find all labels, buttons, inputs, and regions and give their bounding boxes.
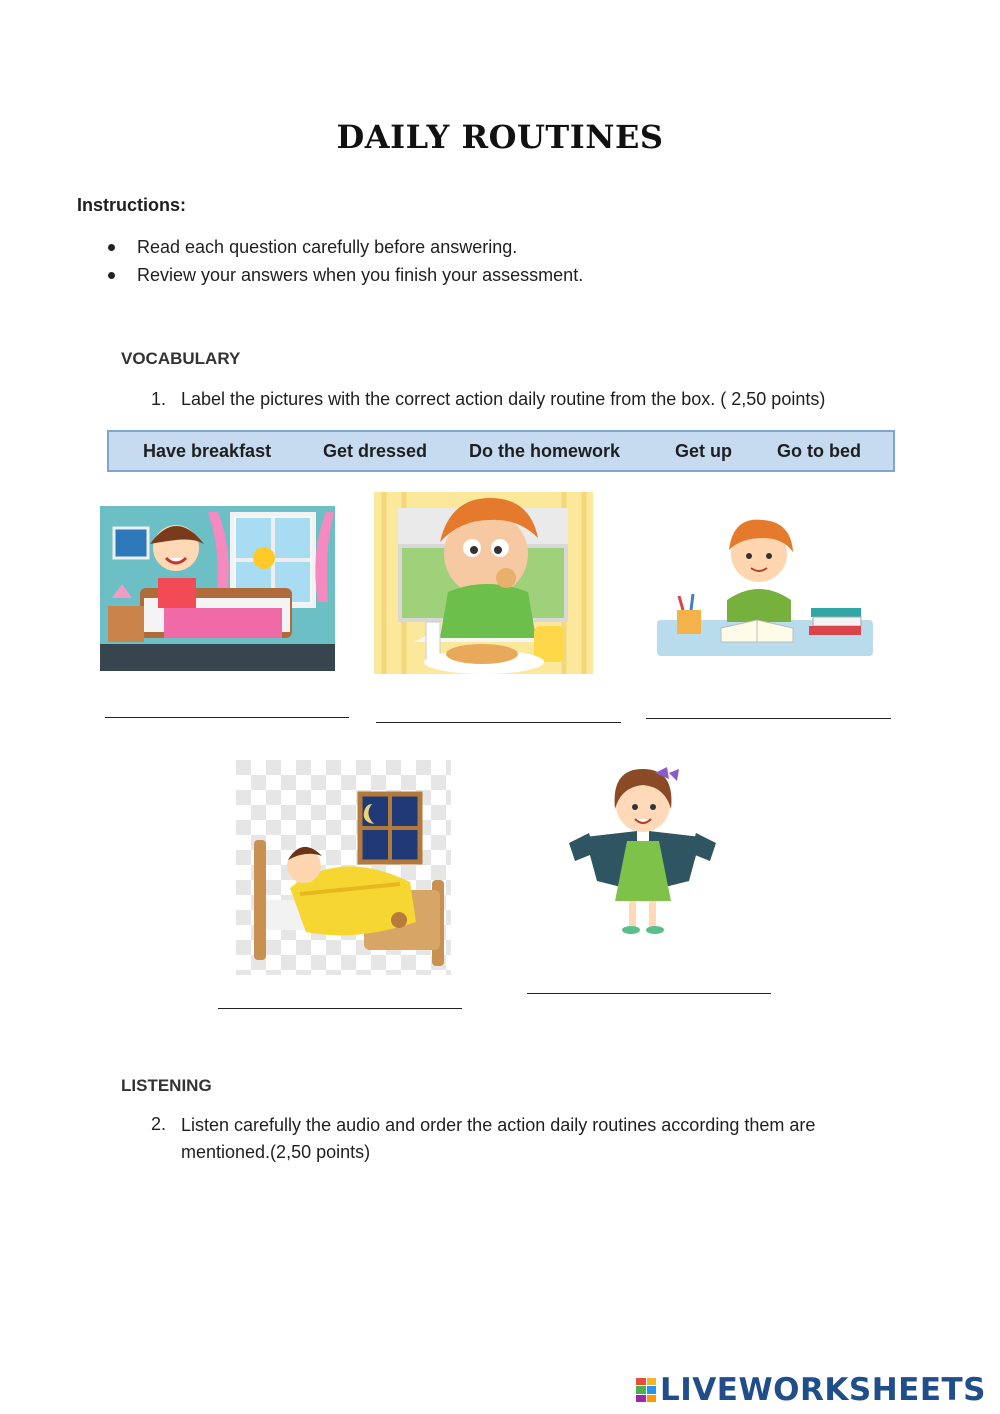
bullet-icon <box>108 272 115 279</box>
vocabulary-heading: VOCABULARY <box>121 349 241 368</box>
word-box-item: Go to bed <box>777 441 861 461</box>
girl-getting-dressed-image <box>565 765 720 940</box>
instructions-heading: Instructions: <box>77 195 187 215</box>
word-box-item: Do the homework <box>469 441 621 461</box>
word-box-item: Get dressed <box>323 441 428 461</box>
liveworksheets-logo <box>636 1372 986 1408</box>
answer-line[interactable] <box>646 718 891 719</box>
word-box-item: Get up <box>675 441 732 461</box>
question-number: 2. <box>151 1114 167 1134</box>
word-box-item: Have breakfast <box>143 441 272 461</box>
boy-doing-homework-image <box>655 518 875 660</box>
instruction-text: Read each question carefully before answering. <box>137 237 518 257</box>
listening-heading: LISTENING <box>121 1076 212 1095</box>
question-number: 1. <box>151 389 167 409</box>
girl-waking-up-image <box>100 506 335 671</box>
question-text-line1: Listen carefully the audio and order the action daily routines according them are <box>181 1115 816 1135</box>
answer-line[interactable] <box>376 722 621 723</box>
question-text-line2: mentioned.(2,50 points) <box>181 1142 371 1162</box>
instruction-text: Review your answers when you finish your assessment. <box>137 265 584 285</box>
boy-eating-breakfast-image <box>374 492 593 674</box>
answer-line[interactable] <box>218 1008 462 1009</box>
page-title: DAILY ROUTINES <box>336 118 664 156</box>
boy-sleeping-in-bed-image <box>236 760 451 975</box>
answer-line[interactable] <box>105 717 349 718</box>
bullet-icon <box>108 244 115 251</box>
logo-text: LIVEWORKSHEETS <box>660 1372 986 1408</box>
question-text: Label the pictures with the correct action daily routine from the box. ( 2,50 points) <box>181 389 826 409</box>
word-box <box>107 430 895 472</box>
logo-mark-icon <box>636 1378 656 1402</box>
answer-line[interactable] <box>527 993 771 994</box>
